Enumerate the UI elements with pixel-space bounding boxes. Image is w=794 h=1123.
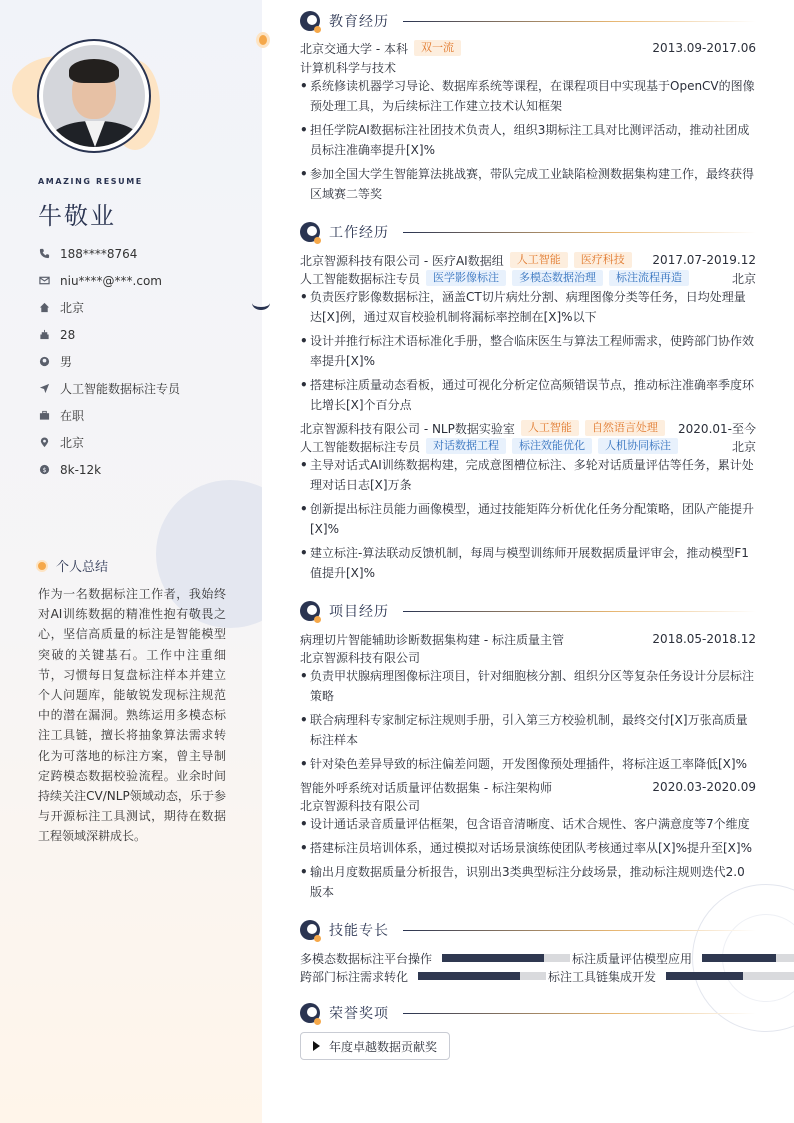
mail-icon	[38, 275, 50, 287]
major: 计算机科学与技术	[300, 60, 397, 75]
section-title: 技能专长	[329, 923, 389, 939]
skill-bar-fill	[666, 972, 743, 980]
project-title: 智能外呼系统对话质量评估数据集 - 标注架构师	[300, 780, 552, 795]
info-hometown	[38, 294, 248, 321]
skill-tag: 对话数据工程	[426, 438, 506, 454]
personal-info-list	[38, 240, 248, 483]
skill-tag: 人机协同标注	[598, 438, 678, 454]
skill-tag: 多模态数据治理	[512, 270, 603, 286]
project-company-row	[300, 648, 756, 666]
education-bullet: • 系统修读机器学习导论、数据库系统等课程，在课程项目中实现基于OpenCV的图像预处理工具，为后续标注工作建立技术认知框架	[300, 76, 756, 116]
bullet-dot-icon	[36, 560, 48, 572]
education-bullet: • 担任学院AI数据标注社团技术负责人，组织3期标注工具对比测评活动，推动社团成员标注准确率提升[X]%	[300, 120, 756, 160]
section-icon	[300, 601, 320, 621]
info-city	[38, 429, 248, 456]
info-email	[38, 267, 248, 294]
project-bullet: • 设计通话录音质量评估框架，包含语音清晰度、话术合规性、客户满意度等7个维度	[300, 814, 756, 834]
project-title-row	[300, 778, 756, 796]
skill-name: 标注工具链集成开发	[548, 969, 657, 984]
info-phone	[38, 240, 248, 267]
work-role-row	[300, 437, 756, 455]
industry-tag: 自然语言处理	[585, 420, 665, 436]
gender-icon	[38, 356, 50, 368]
work-date: 2020.01-至今	[678, 421, 756, 436]
project-bullet: • 负责甲状腺病理图像标注项目，针对细胞核分割、组织分区等复杂任务设计分层标注策略	[300, 666, 756, 706]
section-divider	[403, 1013, 756, 1014]
school-name: 北京交通大学 - 本科	[300, 41, 408, 56]
project-bullet: • 搭建标注员培训体系，通过模拟对话场景演练使团队考核通过率从[X]%提升至[X]%	[300, 838, 756, 858]
award-name: 年度卓越数据贡献奖	[329, 1039, 438, 1054]
work-company-row	[300, 419, 756, 437]
section-divider	[403, 232, 756, 233]
skill-tag: 标注效能优化	[512, 438, 592, 454]
section-project-header	[300, 600, 756, 622]
skill-item	[300, 967, 546, 985]
project-date: 2020.03-2020.09	[652, 780, 756, 794]
age-text: 28	[60, 327, 76, 342]
section-divider	[403, 611, 756, 612]
project-company: 北京智源科技有限公司	[300, 798, 421, 813]
person-name: 牛敬业	[38, 202, 116, 230]
skill-bar-fill	[418, 972, 520, 980]
work-role: 人工智能数据标注专员	[300, 271, 421, 286]
phone-text: 188****8764	[60, 246, 138, 261]
play-triangle-icon	[313, 1041, 320, 1051]
position-text: 人工智能数据标注专员	[60, 382, 181, 396]
award-badge	[300, 1032, 450, 1060]
info-status	[38, 402, 248, 429]
skill-name: 跨部门标注需求转化	[300, 969, 409, 984]
decorative-arc	[252, 296, 270, 310]
sidebar	[0, 0, 262, 1123]
info-salary	[38, 456, 248, 483]
salary-icon	[38, 464, 50, 476]
send-icon	[38, 383, 50, 395]
work-bullet: • 负责医疗影像数据标注，涵盖CT切片病灶分割、病理图像分类等任务，日均处理量达[X]例，通过双盲校验机制将漏标率控制在[X]%以下	[300, 287, 756, 327]
work-role: 人工智能数据标注专员	[300, 439, 421, 454]
work-role-row	[300, 269, 756, 287]
education-bullet: • 参加全国大学生智能算法挑战赛，带队完成工业缺陷检测数据集构建工作，最终获得区域赛二等奖	[300, 164, 756, 204]
school-tag: 双一流	[414, 40, 461, 56]
skill-bar	[418, 972, 546, 980]
project-bullet: • 针对染色差异导致的标注偏差问题，开发图像预处理插件，将标注返工率降低[X]%	[300, 754, 756, 774]
section-icon	[300, 920, 320, 940]
briefcase-icon	[38, 410, 50, 422]
skill-item	[572, 949, 794, 967]
skill-tag: 医学影像标注	[426, 270, 506, 286]
summary-title: 个人总结	[56, 560, 109, 575]
cake-icon	[38, 329, 50, 341]
section-icon	[300, 222, 320, 242]
skill-bar-fill	[702, 954, 776, 962]
work-bullet: • 建立标注-算法联动反馈机制，每周与模型训练师开展数据质量评审会，推动模型F1值提升[X]%	[300, 543, 756, 583]
skill-bar-fill	[442, 954, 544, 962]
summary-heading	[36, 556, 108, 575]
education-row	[300, 39, 756, 57]
city-text: 北京	[60, 436, 85, 450]
industry-tag: 医疗科技	[574, 252, 632, 268]
skill-item	[300, 949, 570, 967]
home-icon	[38, 302, 50, 314]
section-title: 教育经历	[329, 14, 389, 30]
section-divider	[403, 930, 756, 931]
education-major-row	[300, 58, 756, 76]
location-icon	[38, 437, 50, 449]
project-date: 2018.05-2018.12	[652, 632, 756, 646]
section-title: 项目经历	[329, 604, 389, 620]
work-company-row	[300, 251, 756, 269]
work-company: 北京智源科技有限公司 - NLP数据实验室	[300, 421, 515, 436]
section-divider	[403, 21, 756, 22]
gender-text: 男	[60, 355, 73, 369]
section-title: 工作经历	[329, 225, 389, 241]
work-bullet: • 设计并推行标注术语标准化手册，整合临床医生与算法工程师需求，使跨部门协作效率提升[X]%	[300, 331, 756, 371]
section-skills-header	[300, 919, 756, 941]
project-title: 病理切片智能辅助诊断数据集构建 - 标注质量主管	[300, 632, 564, 647]
avatar	[37, 39, 151, 153]
summary-text: 作为一名数据标注工作者，我始终对AI训练数据的精准性抱有敬畏之心，坚信高质量的标注是智能模型突破的关键基石。工作中注重细节，习惯每日复盘标注样本并建立个人问题库，能敏锐发现标注规范中的潜在漏洞。熟练运用多模态标注工具链，擅长将抽象算法需求转化为可落地的标注方案，曾主导制定跨模态数据校验流程。业余时间持续关注CV/NLP领域动态，乐于参与开源标注工具测试，期待在数据工程领域深耕成长。	[38, 587, 226, 844]
work-city: 北京	[731, 271, 756, 286]
section-work-header	[300, 221, 756, 243]
salary-text: 8k-12k	[60, 462, 102, 477]
industry-tag: 人工智能	[521, 420, 579, 436]
project-company-row	[300, 796, 756, 814]
svg-text:$: $	[41, 465, 47, 474]
section-education-header	[300, 10, 756, 32]
resume-tagline: AMAZING RESUME	[38, 177, 143, 186]
skill-name: 多模态数据标注平台操作	[300, 951, 433, 966]
skill-bar	[442, 954, 570, 962]
section-icon	[300, 1003, 320, 1023]
phone-icon	[38, 248, 50, 260]
section-honors-header	[300, 1002, 756, 1024]
decorative-dot	[256, 32, 270, 48]
section-icon	[300, 11, 320, 31]
work-company: 北京智源科技有限公司 - 医疗AI数据组	[300, 253, 504, 268]
section-title: 荣誉奖项	[329, 1006, 389, 1022]
project-company: 北京智源科技有限公司	[300, 650, 421, 665]
work-bullet: • 主导对话式AI训练数据构建，完成意图槽位标注、多轮对话质量评估等任务，累计处理对话日志[X]万条	[300, 455, 756, 495]
work-bullet: • 搭建标注质量动态看板，通过可视化分析定位高频错误节点，推动标注准确率季度环比增长[X]个百分点	[300, 375, 756, 415]
skill-name: 标注质量评估模型应用	[572, 951, 693, 966]
project-title-row	[300, 630, 756, 648]
project-bullet: • 联合病理科专家制定标注规则手册，引入第三方校验机制，最终交付[X]万张高质量标注样本	[300, 710, 756, 750]
hometown-text: 北京	[60, 301, 85, 315]
info-position	[38, 375, 248, 402]
email-text: niu****@***.com	[60, 273, 162, 288]
project-bullet: • 输出月度数据质量分析报告，识别出3类典型标注分歧场景，推动标注规则迭代2.0版本	[300, 862, 756, 902]
status-text: 在职	[60, 409, 85, 423]
skill-bar	[702, 954, 794, 962]
skill-tag: 标注流程再造	[609, 270, 689, 286]
work-date: 2017.07-2019.12	[652, 253, 756, 267]
skill-bar	[666, 972, 794, 980]
info-gender	[38, 348, 248, 375]
work-bullet: • 创新提出标注员能力画像模型，通过技能矩阵分析优化任务分配策略，团队产能提升[X]%	[300, 499, 756, 539]
work-city: 北京	[731, 439, 756, 454]
education-date: 2013.09-2017.06	[652, 41, 756, 55]
info-age	[38, 321, 248, 348]
skill-item	[548, 967, 794, 985]
industry-tag: 人工智能	[510, 252, 568, 268]
